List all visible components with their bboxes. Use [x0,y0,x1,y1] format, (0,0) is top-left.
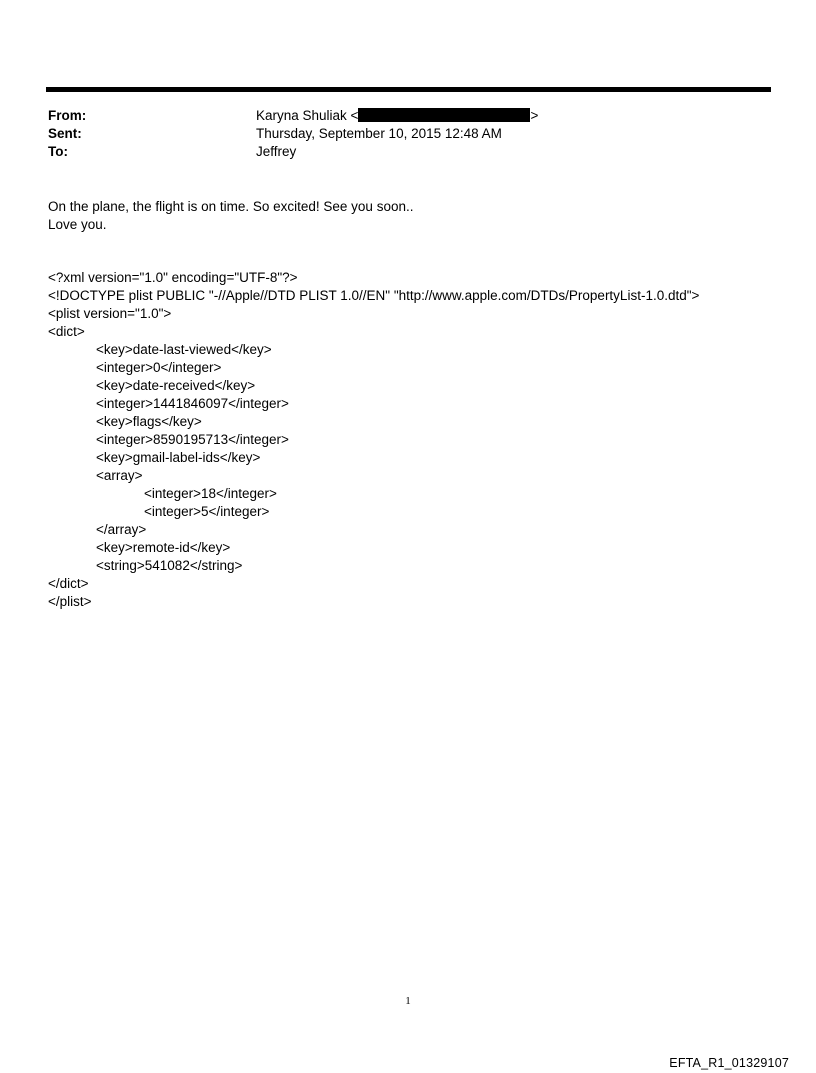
plist-line: <key>date-received</key> [96,378,256,393]
from-suffix: > [530,108,539,123]
plist-line: </plist> [48,594,92,609]
plist-line: <array> [96,468,143,483]
to-value: Jeffrey [256,144,297,159]
page-number: 1 [405,995,411,1007]
plist-metadata [48,269,699,611]
plist-line: <key>flags</key> [96,414,202,429]
body-line: On the plane, the flight is on time. So excited! See you soon.. [48,199,414,214]
body-line: Love you. [48,217,107,232]
plist-line: <integer>8590195713</integer> [96,432,289,447]
plist-line: <!DOCTYPE plist PUBLIC "-//Apple//DTD PLIST 1.0//EN" "http://www.apple.com/DTDs/PropertyList-1.0.dtd"> [48,288,700,303]
from-row [48,107,748,125]
to-row [48,143,748,161]
plist-line: <key>gmail-label-ids</key> [96,450,261,465]
plist-line: <integer>1441846097</integer> [96,396,289,411]
plist-line: <integer>5</integer> [144,504,270,519]
plist-line: <integer>18</integer> [144,486,277,501]
sent-label: Sent: [48,126,82,141]
plist-line: <integer>0</integer> [96,360,222,375]
email-body [48,198,413,234]
sent-value: Thursday, September 10, 2015 12:48 AM [256,126,502,141]
plist-line: <key>remote-id</key> [96,540,231,555]
plist-line: </array> [96,522,147,537]
to-label: To: [48,144,68,159]
from-value [256,107,748,125]
document-id: EFTA_R1_01329107 [669,1056,789,1070]
plist-line: <dict> [48,324,85,339]
plist-line: <key>date-last-viewed</key> [96,342,272,357]
plist-line: </dict> [48,576,89,591]
top-rule [46,87,771,92]
from-label: From: [48,108,87,123]
plist-line: <string>541082</string> [96,558,243,573]
plist-line: <plist version="1.0"> [48,306,172,321]
from-name: Karyna Shuliak < [256,108,359,123]
sent-row [48,125,748,143]
redaction-box [358,108,530,122]
email-header [48,107,748,161]
plist-line: <?xml version="1.0" encoding="UTF-8"?> [48,270,298,285]
